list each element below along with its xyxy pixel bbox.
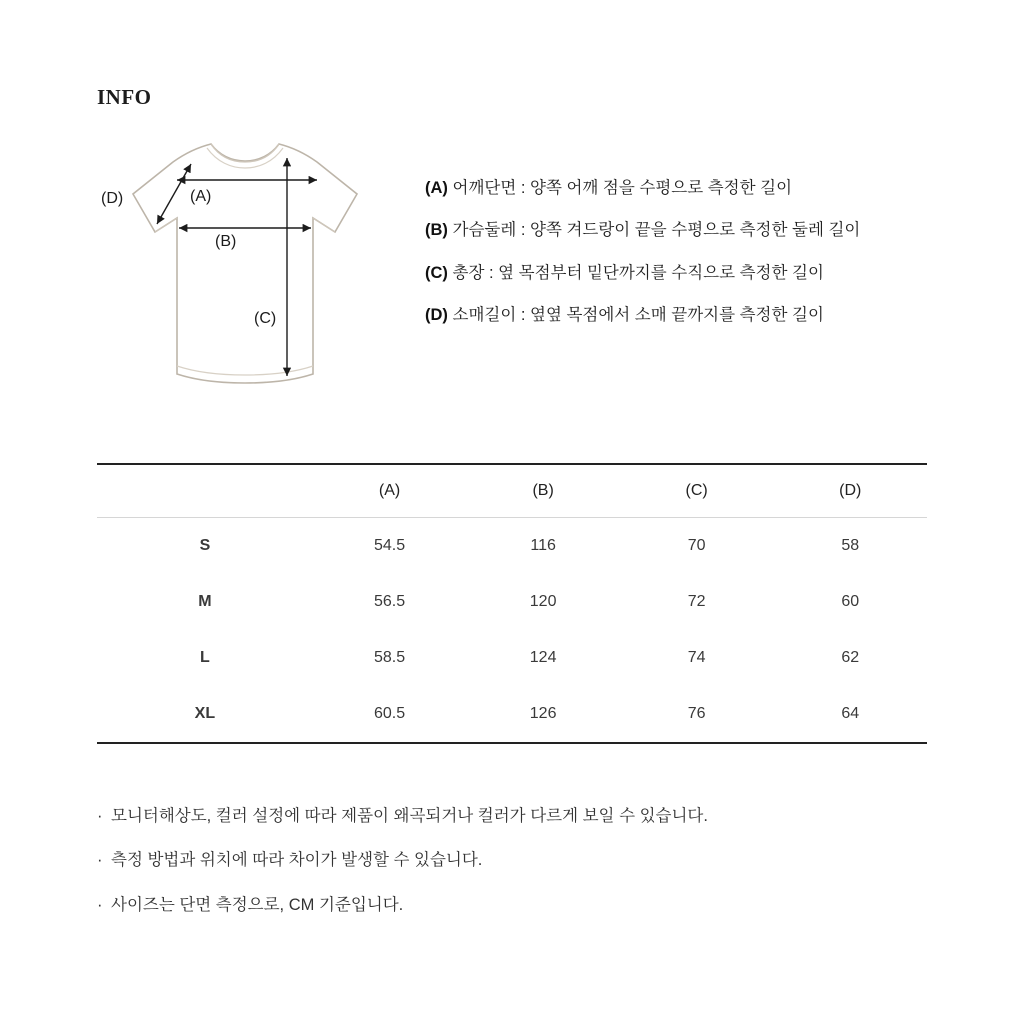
legend-item-b <box>425 220 985 241</box>
legend-code-b: (B) <box>425 221 448 240</box>
measurement-legend <box>425 178 985 348</box>
cell-l-d: 62 <box>841 649 860 666</box>
cell-s-c: 70 <box>687 537 706 554</box>
cell-xl-b: 126 <box>529 705 557 722</box>
cell-l-a: 58.5 <box>374 649 406 666</box>
cell-m-a: 56.5 <box>374 593 406 610</box>
cell-l-c: 74 <box>687 649 706 666</box>
size-table <box>97 463 927 744</box>
header-a: (A) <box>378 482 401 499</box>
legend-code-c: (C) <box>425 263 448 282</box>
cell-s-b: 116 <box>530 537 556 554</box>
cell-xl-c: 76 <box>687 705 706 722</box>
legend-text-c: 총장 : 옆 목점부터 밑단까지를 수직으로 측정한 길이 <box>452 263 824 282</box>
bullet-icon: · <box>97 895 103 914</box>
garment-diagram <box>95 128 395 408</box>
diagram-label-c: (C) <box>254 310 277 327</box>
header-size <box>97 464 313 518</box>
note-text-2: 측정 방법과 위치에 따라 차이가 발생할 수 있습니다. <box>111 851 483 870</box>
cell-m-d: 60 <box>841 593 860 610</box>
bullet-icon: · <box>97 851 103 870</box>
table-row <box>97 518 927 575</box>
cell-size-s: S <box>199 537 211 554</box>
cell-size-xl: XL <box>194 705 216 722</box>
cell-l-b: 124 <box>529 649 557 666</box>
cell-xl-a: 60.5 <box>374 705 406 722</box>
size-table-header-row <box>97 464 927 518</box>
legend-text-b: 가슴둘레 : 양쪽 겨드랑이 끝을 수평으로 측정한 둘레 길이 <box>452 221 861 240</box>
table-row <box>97 686 927 743</box>
legend-code-d: (D) <box>425 306 448 325</box>
cell-xl-d: 64 <box>841 705 860 722</box>
cell-size-m: M <box>198 593 212 610</box>
note-item <box>97 894 957 916</box>
page-title: INFO <box>97 85 152 109</box>
legend-text-d: 소매길이 : 옆옆 목점에서 소매 끝까지를 측정한 길이 <box>452 306 824 325</box>
note-item <box>97 805 957 827</box>
diagram-label-d: (D) <box>101 190 124 207</box>
legend-item-a <box>425 178 985 199</box>
legend-code-a: (A) <box>425 179 448 197</box>
header-b: (B) <box>532 482 554 499</box>
legend-item-d <box>425 305 985 326</box>
note-item <box>97 849 957 871</box>
cell-s-d: 58 <box>841 537 860 554</box>
cell-size-l: L <box>200 649 210 666</box>
notes-list <box>97 805 957 938</box>
size-table-wrapper <box>97 463 927 744</box>
table-row <box>97 630 927 686</box>
diagram-label-b: (B) <box>215 233 237 250</box>
cell-s-a: 54.5 <box>374 537 406 554</box>
header-d: (D) <box>839 482 862 499</box>
size-table-body <box>97 518 927 744</box>
legend-item-c <box>425 263 985 284</box>
table-row <box>97 574 927 630</box>
diagram-label-a: (A) <box>190 188 212 205</box>
note-text-1: 모니터해상도, 컬러 설정에 따라 제품이 왜곡되거나 컬러가 다르게 보일 수 있습니다. <box>111 807 708 825</box>
cell-m-c: 72 <box>687 593 706 610</box>
note-text-3: 사이즈는 단면 측정으로, CM 기준입니다. <box>111 895 404 914</box>
bullet-icon: · <box>97 807 103 825</box>
cell-m-b: 120 <box>529 593 557 610</box>
header-c: (C) <box>685 482 708 499</box>
legend-text-a: 어깨단면 : 양쪽 어깨 점을 수평으로 측정한 길이 <box>452 179 793 197</box>
size-table-head <box>97 464 927 518</box>
